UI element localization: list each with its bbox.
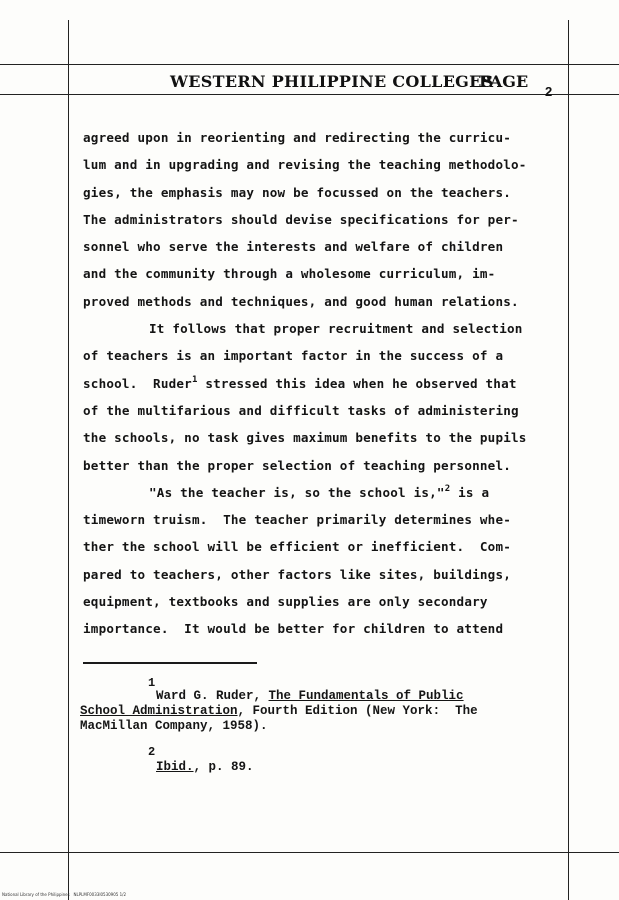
footnote-separator xyxy=(83,662,257,664)
body-line: ther the school will be efficient or inefficient. Com- xyxy=(83,539,512,555)
footnote-ibid: Ibid. xyxy=(156,760,194,774)
body-line: lum and in upgrading and revising the teaching methodolo- xyxy=(83,157,527,173)
footer-rule xyxy=(0,852,619,853)
college-name: WESTERN PHILIPPINE COLLEGES xyxy=(170,72,494,91)
line-text: school. Ruder xyxy=(83,375,192,391)
body-line: of teachers is an important factor in the success of a xyxy=(83,348,504,364)
body-line xyxy=(83,479,553,506)
body-text xyxy=(83,124,553,643)
page-number: 2 xyxy=(545,84,553,99)
footnote-title: The Fundamentals of Public xyxy=(268,689,464,703)
body-line: gies, the emphasis may now be focussed on the teachers. xyxy=(83,184,512,200)
right-margin-rule xyxy=(568,20,569,900)
footnote-ref: 1 xyxy=(191,374,198,385)
footnote-text: , Fourth Edition (New York: The xyxy=(237,704,478,718)
body-line: The administrators should devise specifications for per- xyxy=(83,211,519,227)
body-line: better than the proper selection of teaching personnel. xyxy=(83,457,512,473)
archive-stamp: National Library of the Philippines NLPLMF0033I0530905 1/2 xyxy=(2,892,127,897)
body-line: pared to teachers, other factors like sites, buildings, xyxy=(83,566,512,582)
page-label: PAGE xyxy=(479,72,529,91)
header-top-rule xyxy=(0,64,619,65)
body-line: importance. It would be better for children to attend xyxy=(83,621,504,637)
footnote-author: Ward G. Ruder, xyxy=(156,689,269,703)
body-line: agreed upon in reorienting and redirecting the curricu- xyxy=(83,130,512,145)
body-line: the schools, no task gives maximum benefits to the pupils xyxy=(83,430,527,446)
line-text: "As the teacher is, so the school is," xyxy=(149,484,445,500)
body-line: proved methods and techniques, and good human relations. xyxy=(83,293,519,309)
footnote-line: MacMillan Company, 1958). xyxy=(80,719,268,733)
footnote-title: School Administration xyxy=(80,704,238,718)
body-line: of the multifarious and difficult tasks of administering xyxy=(83,402,519,418)
footnote-number: 1 xyxy=(148,676,156,690)
header-bottom-rule xyxy=(0,94,619,95)
footnote-line xyxy=(156,760,254,774)
page-header xyxy=(70,70,570,99)
footnote-line xyxy=(156,689,464,703)
body-line xyxy=(83,370,553,397)
footnote-number: 2 xyxy=(148,745,156,759)
line-text: stressed this idea when he observed that xyxy=(197,375,517,391)
footnote-line xyxy=(80,704,478,718)
footnote-text: , p. 89. xyxy=(193,760,254,774)
body-line: It follows that proper recruitment and selection xyxy=(149,321,523,337)
left-margin-rule xyxy=(68,20,69,900)
footnote-ref: 2 xyxy=(444,483,451,494)
body-line: sonnel who serve the interests and welfare of children xyxy=(83,239,504,255)
body-line: and the community through a wholesome curriculum, im- xyxy=(83,266,496,282)
body-line: equipment, textbooks and supplies are only secondary xyxy=(83,594,488,610)
body-line: timeworn truism. The teacher primarily determines whe- xyxy=(83,512,512,528)
line-text: is a xyxy=(450,484,490,500)
